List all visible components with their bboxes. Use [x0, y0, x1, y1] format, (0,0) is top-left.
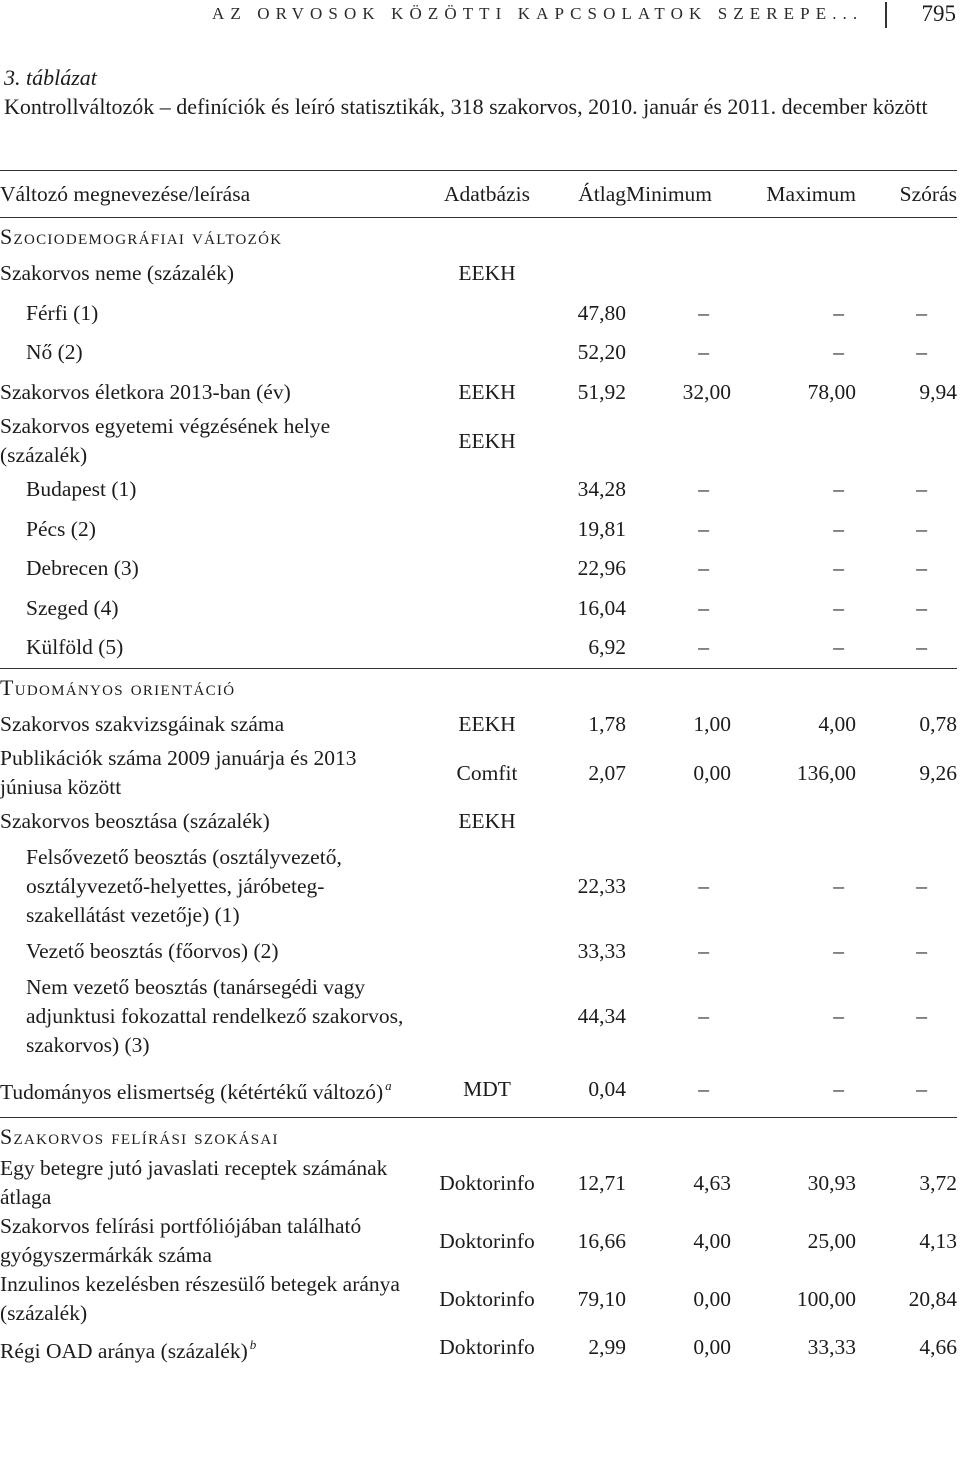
mean-cell: 6,92 [588, 635, 626, 660]
database-cell [418, 333, 556, 373]
database-cell [418, 842, 556, 932]
minimum-cell: – [698, 938, 709, 963]
variable-label [0, 294, 418, 334]
minimum-cell: – [698, 635, 709, 660]
variable-label [0, 744, 418, 802]
table-row [0, 549, 957, 589]
footnote-marker: a [385, 1078, 392, 1093]
table-row [0, 373, 957, 413]
column-header-database: Adatbázis [418, 171, 556, 218]
variable-label-text: Pécs (2) [26, 516, 96, 541]
std-dev-cell: – [916, 556, 927, 581]
std-dev-cell [856, 254, 957, 294]
variable-label-text: Tudományos elismertség (kétértékű változó) [0, 1080, 384, 1104]
table-row [0, 1061, 957, 1118]
std-dev-cell: 20,84 [908, 1286, 957, 1311]
variable-label [0, 373, 418, 413]
maximum-cell: – [833, 477, 844, 502]
column-header-maximum: Maximum [731, 171, 856, 218]
table-row [0, 628, 957, 668]
maximum-cell: – [833, 516, 844, 541]
variable-label [0, 254, 418, 294]
database-cell [418, 510, 556, 550]
variable-label [0, 1328, 418, 1368]
table-row [0, 1270, 957, 1328]
database-cell [418, 294, 556, 334]
maximum-cell: 4,00 [818, 711, 856, 736]
maximum-cell: – [833, 1003, 844, 1028]
database-cell [418, 549, 556, 589]
mean-cell: 16,04 [577, 595, 626, 620]
variable-label-text: Szakorvos szakvizsgáinak száma [0, 711, 285, 736]
database-cell: Doktorinfo [439, 1170, 535, 1195]
mean-cell: 33,33 [577, 938, 626, 963]
page-number: 795 [921, 1, 956, 26]
variable-label-text: Publikációk száma 2009 januárja és 2013 júniusa között [0, 746, 357, 799]
variable-label [0, 628, 418, 668]
std-dev-cell: – [916, 874, 927, 898]
minimum-cell: – [698, 556, 709, 581]
std-dev-cell: – [916, 516, 927, 541]
database-cell: Doktorinfo [439, 1228, 535, 1253]
mean-cell: 19,81 [577, 516, 626, 541]
minimum-cell: – [698, 340, 709, 365]
std-dev-cell: – [916, 340, 927, 365]
database-cell: Comfit [456, 760, 518, 785]
minimum-cell: – [698, 300, 709, 325]
database-cell: MDT [463, 1076, 511, 1101]
variable-label-text: Budapest (1) [26, 477, 137, 502]
variable-label-text: Nem vezető beosztás (tanársegédi vagy adjunktusi fokozattal rendelkező szakorvos, szakorvos) (3) [26, 974, 404, 1057]
table-row [0, 470, 957, 510]
mean-cell: 16,66 [577, 1228, 626, 1253]
section-header-row [0, 668, 957, 705]
mean-cell [556, 412, 626, 470]
database-cell [418, 589, 556, 629]
std-dev-cell: 0,78 [919, 711, 957, 736]
std-dev-cell [856, 412, 957, 470]
variable-label [0, 589, 418, 629]
minimum-cell: – [698, 477, 709, 502]
section-title: Tudományos orientáció [0, 668, 957, 705]
minimum-cell: 1,00 [693, 711, 731, 736]
table-row [0, 932, 957, 972]
table-body [0, 218, 957, 1368]
variable-label [0, 510, 418, 550]
variable-label-text: Vezető beosztás (főorvos) (2) [26, 938, 279, 963]
mean-cell: 1,78 [588, 711, 626, 736]
variable-label-text: Szakorvos neme (százalék) [0, 261, 235, 286]
mean-cell: 22,96 [577, 556, 626, 581]
variable-label [0, 971, 418, 1061]
variable-label [0, 802, 418, 842]
mean-cell: 34,28 [577, 477, 626, 502]
minimum-cell: – [698, 1076, 709, 1101]
maximum-cell: – [833, 938, 844, 963]
table-row [0, 971, 957, 1061]
mean-cell: 79,10 [577, 1286, 626, 1311]
mean-cell: 52,20 [577, 340, 626, 365]
mean-cell: 2,07 [588, 760, 626, 785]
variable-label [0, 705, 418, 745]
table-row [0, 412, 957, 470]
variable-label [0, 470, 418, 510]
database-cell [418, 932, 556, 972]
variable-label [0, 842, 418, 932]
database-cell: EEKH [458, 428, 516, 453]
mean-cell: 0,04 [588, 1076, 626, 1101]
variable-label [0, 1270, 418, 1328]
mean-cell [556, 254, 626, 294]
variable-label-text: Szakorvos beosztása (százalék) [0, 809, 270, 834]
std-dev-cell: – [916, 300, 927, 325]
std-dev-cell: 9,26 [919, 760, 957, 785]
maximum-cell: – [833, 595, 844, 620]
variable-label [0, 1212, 418, 1270]
table-row [0, 705, 957, 745]
maximum-cell [731, 254, 856, 294]
database-cell [418, 470, 556, 510]
maximum-cell: – [833, 874, 844, 898]
table-row [0, 510, 957, 550]
minimum-cell: 0,00 [693, 1335, 731, 1360]
table-row [0, 1212, 957, 1270]
mean-cell: 2,99 [588, 1335, 626, 1360]
section-header-row [0, 1118, 957, 1155]
database-cell: Doktorinfo [439, 1335, 535, 1360]
minimum-cell: 0,00 [693, 760, 731, 785]
section-title: Szociodemográfiai változók [0, 224, 283, 249]
variable-label [0, 549, 418, 589]
database-cell: EEKH [458, 379, 516, 404]
table-row [0, 744, 957, 802]
mean-cell: 44,34 [577, 1003, 626, 1028]
table-row [0, 294, 957, 334]
maximum-cell: – [833, 1076, 844, 1101]
std-dev-cell: – [916, 1003, 927, 1028]
maximum-cell: – [833, 300, 844, 325]
maximum-cell: 33,33 [807, 1335, 856, 1360]
mean-cell: 47,80 [577, 300, 626, 325]
table-row [0, 1328, 957, 1368]
mean-cell [556, 802, 626, 842]
std-dev-cell: – [916, 938, 927, 963]
variable-label [0, 412, 418, 470]
variable-label-text: Szakorvos egyetemi végzésének helye (százalék) [0, 414, 331, 467]
variable-label-text: Felsővezető beosztás (osztályvezető, osztályvezető-helyettes, járóbeteg-szakellátást vezetője) (1) [26, 845, 342, 927]
table-row [0, 333, 957, 373]
column-header-mean: Átlag [556, 171, 626, 218]
running-title: AZ ORVOSOK KÖZÖTTI KAPCSOLATOK SZEREPE... [212, 4, 864, 23]
table-number: 3. táblázat [4, 65, 97, 90]
section-title: Szakorvos felírási szokásai [0, 1118, 957, 1155]
column-header-variable: Változó megnevezése/leírása [0, 171, 418, 218]
variable-label [0, 932, 418, 972]
statistics-table [0, 170, 957, 1368]
database-cell [418, 971, 556, 1061]
minimum-cell: 4,00 [693, 1228, 731, 1253]
table-row [0, 1154, 957, 1212]
variable-label-text: Inzulinos kezelésben részesülő betegek aránya (százalék) [0, 1272, 400, 1325]
std-dev-cell: – [916, 477, 927, 502]
variable-label [0, 1154, 418, 1212]
database-cell: EEKH [458, 809, 516, 834]
mean-cell: 51,92 [577, 379, 626, 404]
minimum-cell [626, 254, 731, 294]
database-cell [418, 628, 556, 668]
variable-label-text: Külföld (5) [26, 635, 124, 660]
maximum-cell: – [833, 556, 844, 581]
table-row [0, 802, 957, 842]
minimum-cell [626, 802, 731, 842]
std-dev-cell [856, 802, 957, 842]
minimum-cell: – [698, 595, 709, 620]
minimum-cell: 32,00 [682, 379, 731, 404]
maximum-cell: 78,00 [807, 379, 856, 404]
variable-label [0, 333, 418, 373]
maximum-cell: – [833, 340, 844, 365]
maximum-cell: 25,00 [807, 1228, 856, 1253]
variable-label-text: Szakorvos felírási portfóliójában található gyógyszermárkák száma [0, 1214, 362, 1267]
header-divider [885, 2, 887, 28]
variable-label-text: Nő (2) [26, 340, 83, 365]
database-cell: EEKH [458, 711, 516, 736]
minimum-cell: – [698, 516, 709, 541]
table-row [0, 254, 957, 294]
minimum-cell [626, 412, 731, 470]
minimum-cell: – [698, 1003, 709, 1028]
table-row [0, 589, 957, 629]
table-title: Kontrollváltozók – definíciók és leíró statisztikák, 318 szakorvos, 2010. január és 2011. december között [4, 94, 928, 119]
maximum-cell: – [833, 635, 844, 660]
database-cell: Doktorinfo [439, 1286, 535, 1311]
table-header-row [0, 171, 957, 218]
footnote-marker: b [249, 1336, 257, 1352]
variable-label-text: Régi OAD aránya (százalék) [0, 1338, 248, 1363]
section-header-row [0, 218, 957, 255]
variable-label-text: Egy betegre jutó javaslati receptek számának átlaga [0, 1156, 388, 1209]
std-dev-cell: 3,72 [919, 1170, 957, 1195]
maximum-cell: 100,00 [796, 1286, 856, 1311]
minimum-cell: 4,63 [693, 1170, 731, 1195]
maximum-cell: 136,00 [796, 760, 856, 785]
minimum-cell: – [698, 874, 709, 898]
minimum-cell: 0,00 [693, 1286, 731, 1311]
variable-label-text: Szeged (4) [26, 595, 119, 620]
mean-cell: 22,33 [577, 874, 626, 898]
column-header-minimum: Minimum [626, 171, 731, 218]
column-header-std-dev: Szórás [856, 171, 957, 218]
variable-label-text: Szakorvos életkora 2013-ban (év) [0, 379, 291, 404]
std-dev-cell: 9,94 [919, 379, 957, 404]
variable-label-text: Debrecen (3) [26, 556, 139, 581]
maximum-cell [731, 412, 856, 470]
std-dev-cell: 4,13 [919, 1228, 957, 1253]
std-dev-cell: 4,66 [919, 1335, 957, 1360]
std-dev-cell: – [916, 595, 927, 620]
maximum-cell: 30,93 [807, 1170, 856, 1195]
mean-cell: 12,71 [577, 1170, 626, 1195]
std-dev-cell: – [916, 635, 927, 660]
std-dev-cell: – [916, 1076, 927, 1101]
variable-label-text: Férfi (1) [26, 300, 99, 325]
variable-label [0, 1061, 418, 1118]
table-caption [4, 63, 944, 121]
maximum-cell [731, 802, 856, 842]
database-cell: EEKH [458, 261, 516, 286]
table-row [0, 842, 957, 932]
